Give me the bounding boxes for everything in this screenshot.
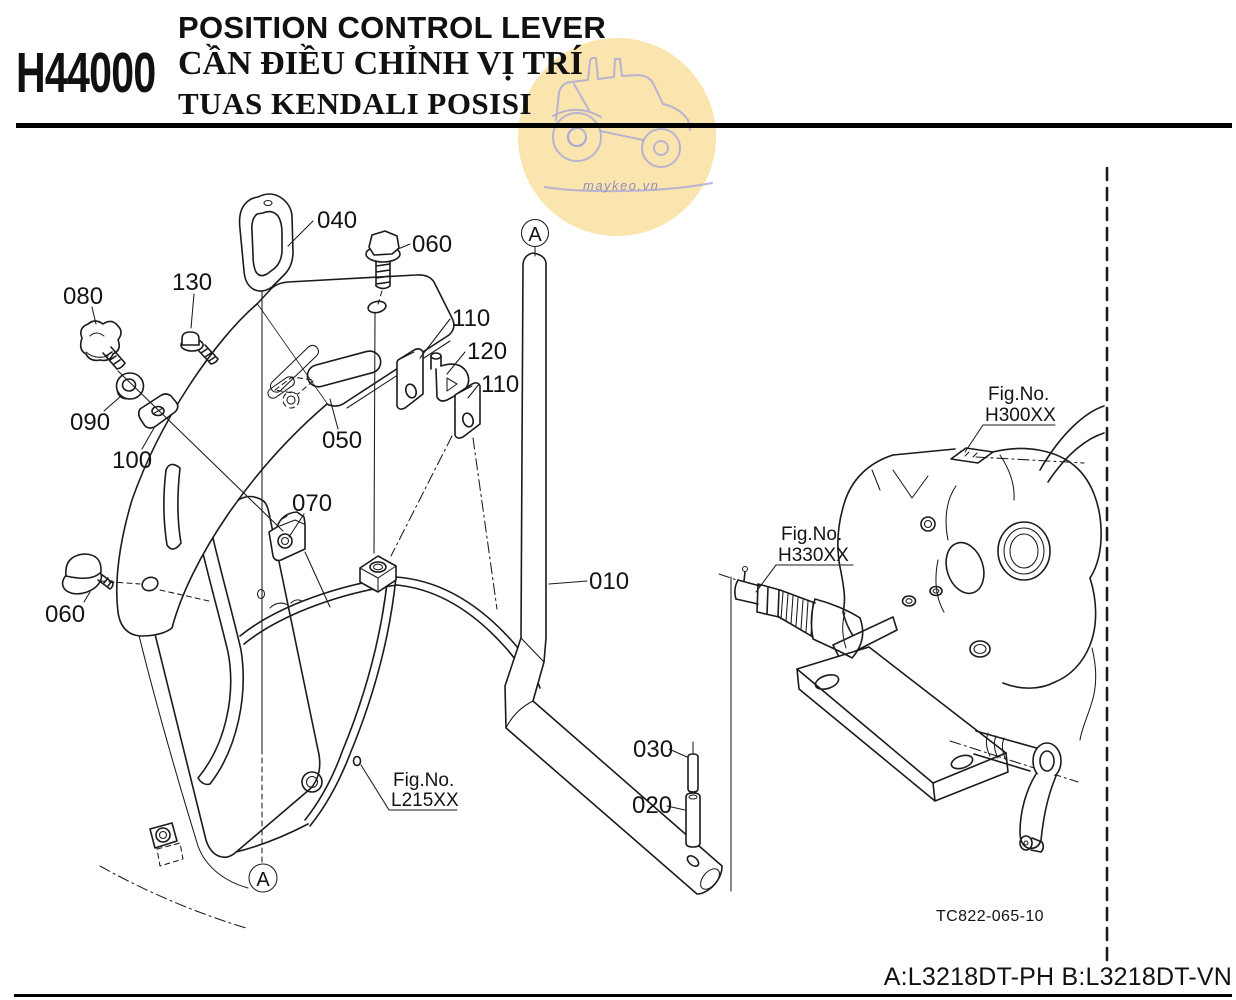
- part-070-clip: [269, 512, 305, 561]
- callout-070: 070: [292, 490, 333, 517]
- figref-h330-prefix: Fig.No.: [781, 524, 843, 545]
- figref-h300-prefix: Fig.No.: [988, 384, 1050, 405]
- drawing-code: TC822-065-10: [936, 908, 1044, 925]
- callout-030: 030: [633, 736, 674, 763]
- part-040-grip: [240, 194, 293, 291]
- footer-rule: [14, 994, 1232, 997]
- part-020-pin: [686, 793, 700, 847]
- callout-110-lower: 110: [481, 371, 520, 398]
- figref-h300-code: H300XX: [985, 405, 1056, 426]
- callout-090: 090: [70, 409, 111, 436]
- part-130-bolt: [181, 332, 218, 364]
- figref-l215-prefix: Fig.No.: [393, 770, 455, 791]
- watermark-text: maykeo.vn: [583, 178, 660, 193]
- section-letter: A: [256, 869, 270, 891]
- part-090-washer: [117, 373, 144, 399]
- part-060-bolt-lower: [59, 554, 113, 599]
- callout-130: 130: [172, 269, 213, 296]
- callout-120: 120: [467, 338, 508, 365]
- page-title-english: POSITION CONTROL LEVER: [178, 10, 607, 45]
- callout-040: 040: [317, 207, 358, 234]
- callout-020: 020: [632, 792, 673, 819]
- callout-110-upper: 110: [452, 305, 491, 332]
- callout-080: 080: [63, 283, 104, 310]
- section-marker-a-top: [522, 220, 549, 257]
- section-marker-a-bottom: [249, 864, 277, 892]
- figref-l215-code: L215XX: [391, 790, 459, 811]
- header-rule: [16, 123, 1232, 128]
- callout-060-lower: 060: [45, 601, 86, 628]
- part-030-pin: [688, 754, 698, 792]
- figref-h330-code: H330XX: [778, 545, 849, 566]
- part-080-knob: [81, 321, 125, 369]
- part-050-bracket-plate: [117, 275, 454, 636]
- page-title-vietnamese: CẦN ĐIỀU CHỈNH VỊ TRÍ: [178, 45, 583, 82]
- page-title-indonesian: TUAS KENDALI POSISI: [178, 86, 533, 121]
- callout-050: 050: [322, 427, 363, 454]
- model-applicability: A:L3218DT-PH B:L3218DT-VN: [883, 963, 1232, 991]
- hydraulic-case-fig-h300: [719, 406, 1104, 852]
- callout-100: 100: [112, 447, 153, 474]
- console-nut: [150, 823, 177, 848]
- part-110-clamp-upper: [397, 349, 423, 409]
- callout-010: 010: [589, 568, 630, 595]
- section-letter: A: [528, 224, 542, 246]
- section-code: H44000: [16, 41, 156, 105]
- callout-060-upper: 060: [412, 231, 453, 258]
